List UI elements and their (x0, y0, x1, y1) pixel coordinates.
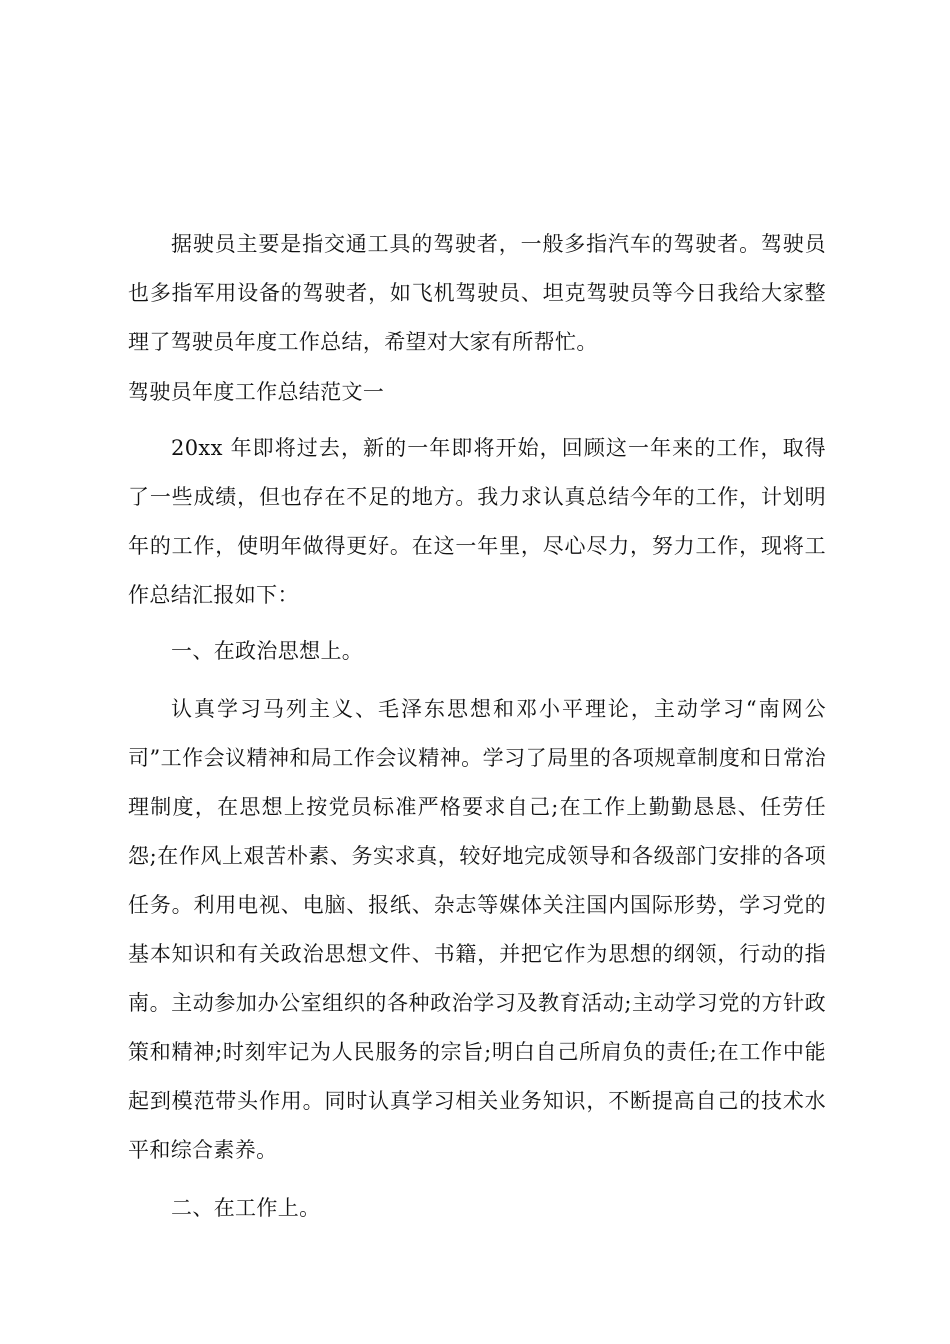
body-paragraph: 认真学习马列主义、毛泽东思想和邓小平理论，主动学习“南网公司”工作会议精神和局工作会议精神。学习了局里的各项规章制度和日常治理制度，在思想上按党员标准严格要求自己;在工作上勤勤恳恳、任劳任怨;在作风上艰苦朴素、务实求真，较好地完成领导和各级部门安排的各项任务。利用电视、电脑、报纸、杂志等媒体关注国内国际形势，学习党的基本知识和有关政治思想文件、书籍，并把它作为思想的纲领，行动的指南。主动参加办公室组织的各种政治学习及教育活动;主动学习党的方针政策和精神;时刻牢记为人民服务的宗旨;明白自己所肩负的责任;在工作中能起到模范带头作用。同时认真学习相关业务知识，不断提高自己的技术水平和综合素养。 (128, 697, 826, 1162)
section-heading-work: 二、在工作上。 (171, 1196, 321, 1220)
section-heading-politics: 一、在政治思想上。 (171, 639, 364, 663)
section-title: 驾驶员年度工作总结范文一 (128, 380, 385, 404)
body-paragraph: 20xx 年即将过去，新的一年即将开始，回顾这一年来的工作，取得了一些成绩，但也存在不足的地方。我力求认真总结今年的工作，计划明年的工作，使明年做得更好。在这一年里，尽心尽力，努力工作，现将工作总结汇报如下： (128, 436, 826, 607)
intro-paragraph: 据驶员主要是指交通工具的驾驶者，一般多指汽车的驾驶者。驾驶员也多指军用设备的驾驶者，如飞机驾驶员、坦克驾驶员等今日我给大家整理了驾驶员年度工作总结，希望对大家有所帮忙。 (128, 232, 826, 354)
document-body (128, 220, 826, 1233)
